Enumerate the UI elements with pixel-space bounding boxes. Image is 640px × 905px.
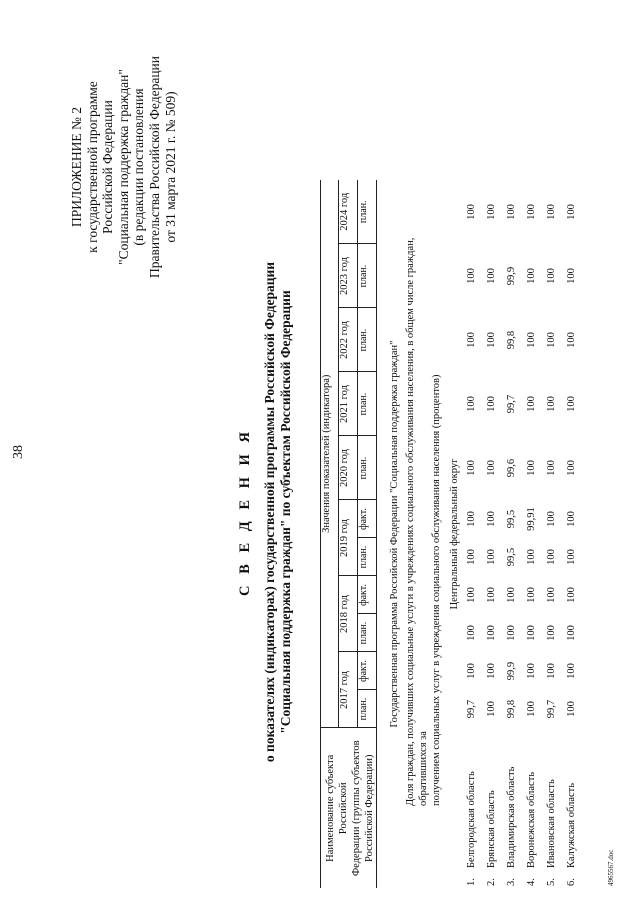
appendix-line: ПРИЛОЖЕНИЕ № 2 (69, 106, 84, 228)
value-cell: 100 (506, 204, 517, 220)
document-title (237, 132, 294, 892)
region-name-cell (506, 728, 526, 888)
value-cell: 100 (526, 701, 537, 717)
program-name: Государственная программа Российской Федерации "Социальная поддержка граждан" (389, 340, 400, 728)
header-line: Федерации (группы субъектов (351, 740, 362, 877)
value-cell: 99,6 (506, 458, 517, 478)
value-cell: 100 (526, 663, 537, 679)
value-cell: 100 (466, 396, 477, 412)
value-cell: 99,5 (506, 547, 517, 567)
table-row (486, 180, 506, 888)
value-cell: 99,5 (506, 509, 517, 529)
value-cell: 100 (526, 625, 537, 641)
sub-header: факт. (357, 576, 376, 614)
table-row (506, 180, 526, 888)
table-row (466, 180, 486, 888)
appendix-block (69, 2, 178, 332)
value-cell: 100 (486, 204, 497, 220)
value-cell: 100 (546, 625, 557, 641)
table-row (546, 180, 566, 888)
appendix-line: "Социальная поддержка граждан" (115, 69, 131, 265)
value-cell: 99,7 (506, 394, 517, 414)
value-cell: 100 (526, 204, 537, 220)
region-name-cell (486, 728, 506, 888)
value-cell: 100 (466, 625, 477, 641)
sub-header: факт. (357, 652, 376, 690)
value-cell: 100 (566, 701, 577, 717)
appendix-line: к государственной программе (84, 81, 100, 253)
value-cell: 100 (546, 587, 557, 603)
region-name-cell (566, 728, 586, 888)
region-name-cell (546, 728, 566, 888)
value-cell: 100 (486, 549, 497, 565)
value-cell: 100 (526, 268, 537, 284)
value-cell: 100 (566, 204, 577, 220)
row-number: 6. (566, 878, 577, 886)
value-cell: 100 (486, 663, 497, 679)
value-cell: 100 (486, 511, 497, 527)
year-header: 2019 год (338, 500, 357, 576)
value-cell: 100 (506, 587, 517, 603)
sub-header: план. (357, 244, 376, 308)
value-cell: 100 (466, 332, 477, 348)
value-cell: 100 (566, 396, 577, 412)
sub-header: план. (357, 614, 376, 652)
value-cell: 99,91 (526, 507, 537, 531)
year-header: 2017 год (338, 652, 357, 728)
table-row (526, 180, 546, 888)
title-line-2: "Социальная поддержка граждан" по субъектам Российской Федерации (278, 290, 293, 734)
region-name-cell (526, 728, 546, 888)
sub-header: план. (357, 308, 376, 372)
region-name-cell (466, 728, 486, 888)
year-header: 2024 год (338, 180, 357, 244)
sub-header: план. (357, 690, 376, 728)
region-name: Ивановская область (546, 779, 557, 868)
region-name: Калужская область (566, 782, 577, 868)
header-line: Наименование субъекта Российской (325, 754, 349, 862)
value-cell: 100 (466, 268, 477, 284)
region-name-header (321, 728, 377, 888)
value-cell: 99,7 (546, 699, 557, 719)
values-header: Значения показателей (индикатора) (321, 180, 339, 728)
region-name: Воронежская область (526, 771, 537, 868)
value-cell: 100 (546, 204, 557, 220)
value-cell: 100 (526, 587, 537, 603)
year-header: 2023 год (338, 244, 357, 308)
value-cell: 100 (466, 460, 477, 476)
row-number: 4. (526, 878, 537, 886)
value-cell: 100 (486, 332, 497, 348)
value-cell: 100 (486, 587, 497, 603)
rotated-page (5, 12, 625, 892)
value-cell: 100 (486, 268, 497, 284)
value-cell: 100 (486, 396, 497, 412)
value-cell: 100 (486, 460, 497, 476)
value-cell: 100 (466, 663, 477, 679)
sub-header: план. (357, 436, 376, 500)
value-cell: 100 (526, 549, 537, 565)
appendix-line: Правительства Российской Федерации (146, 56, 162, 278)
value-cell: 100 (566, 332, 577, 348)
row-number: 5. (546, 878, 557, 886)
value-cell: 100 (546, 511, 557, 527)
value-cell: 100 (526, 332, 537, 348)
value-cell: 100 (566, 268, 577, 284)
appendix-line: (в редакции постановления (131, 88, 147, 246)
value-cell: 100 (486, 701, 497, 717)
year-header: 2020 год (338, 436, 357, 500)
value-cell: 100 (526, 460, 537, 476)
value-cell: 99,7 (466, 699, 477, 719)
value-cell: 100 (506, 625, 517, 641)
value-cell: 100 (486, 625, 497, 641)
value-cell: 99,9 (506, 661, 517, 681)
region-name: Белгородская область (466, 771, 477, 868)
row-number: 1. (466, 878, 477, 886)
value-cell: 99,8 (506, 699, 517, 719)
document-code: 4965567.doc (607, 849, 615, 886)
value-cell: 100 (566, 511, 577, 527)
year-header: 2022 год (338, 308, 357, 372)
indicator-line: Доля граждан, получивших социальные услуги в учреждениях социального обслуживания населения, в общем числе граждан, обратившихся за (405, 237, 429, 806)
value-cell: 100 (466, 204, 477, 220)
header-line: Российской Федерации) (364, 754, 375, 862)
year-header: 2021 год (338, 372, 357, 436)
value-cell: 100 (546, 549, 557, 565)
value-cell: 100 (466, 511, 477, 527)
table-row (566, 180, 586, 888)
value-cell: 100 (566, 663, 577, 679)
value-cell: 100 (466, 549, 477, 565)
row-number: 3. (506, 878, 517, 886)
value-cell: 100 (566, 625, 577, 641)
appendix-line: от 31 марта 2021 г. № 509) (162, 91, 178, 243)
region-name: Брянская область (486, 790, 497, 868)
value-cell: 100 (546, 268, 557, 284)
value-cell: 100 (566, 460, 577, 476)
value-cell: 100 (546, 396, 557, 412)
value-cell: 100 (546, 332, 557, 348)
page-number: 38 (11, 445, 26, 459)
sub-header: факт. (357, 500, 376, 538)
value-cell: 100 (546, 460, 557, 476)
sub-header: план. (357, 180, 376, 244)
year-header: 2018 год (338, 576, 357, 652)
value-cell: 99,8 (506, 330, 517, 350)
title-svedeniya: С В Е Д Е Н И Я (237, 428, 253, 596)
region-name: Владимирская область (506, 766, 517, 868)
sub-header: план. (357, 538, 376, 576)
title-line-1: о показателях (индикаторах) государственной программы Российской Федерации (262, 261, 277, 763)
appendix-line: Российской Федерации (100, 100, 116, 234)
value-cell: 99,9 (506, 266, 517, 286)
indicator-line: получением социальных услуг в учреждения социального обслуживания населения (процентов) (431, 374, 442, 806)
indicator-description (404, 180, 449, 888)
sub-header: план. (357, 372, 376, 436)
value-cell: 100 (466, 587, 477, 603)
value-cell: 100 (546, 663, 557, 679)
value-cell: 100 (526, 396, 537, 412)
indicators-table (320, 180, 586, 888)
federal-district-name: Центральный федеральный округ (449, 458, 460, 610)
value-cell: 100 (566, 587, 577, 603)
row-number: 2. (486, 878, 497, 886)
value-cell: 100 (566, 549, 577, 565)
